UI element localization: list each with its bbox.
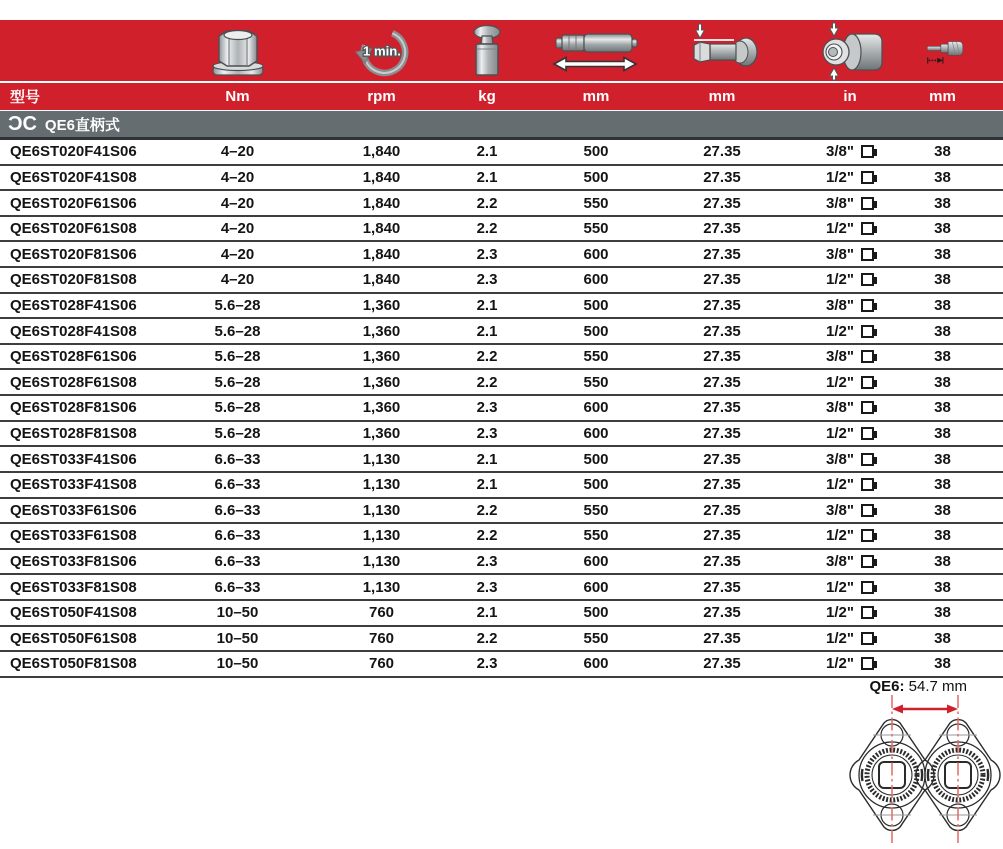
cell-height-mm: 27.35 (703, 348, 741, 366)
cell-length-mm: 600 (583, 553, 609, 571)
cell-drive-in (778, 527, 922, 544)
column-header-drive: in (843, 88, 857, 105)
column-header-weight: kg (478, 88, 496, 105)
cell-length-mm: 500 (583, 322, 609, 340)
cell-height-mm: 27.35 (703, 399, 741, 417)
square-drive-icon (861, 427, 874, 440)
cell-model: QE6ST050F81S08 (10, 655, 137, 673)
cell-model: QE6ST033F41S06 (10, 450, 137, 468)
cell-speed-rpm: 760 (368, 604, 395, 622)
square-drive-icon (861, 632, 874, 645)
cell-model: QE6ST050F61S08 (10, 629, 137, 647)
cell-height-mm: 27.35 (703, 578, 741, 596)
cell-weight-kg: 2.1 (476, 143, 498, 161)
cell-length-mm: 500 (583, 168, 609, 186)
drive-size-text: 1/2" (826, 629, 854, 647)
cell-spindle-mm: 38 (934, 553, 951, 571)
cell-spindle-mm: 38 (934, 271, 951, 289)
cell-torque-nm: 10–50 (216, 604, 259, 622)
cell-torque-nm: 6.6–33 (214, 501, 261, 519)
cell-model: QE6ST033F61S08 (10, 527, 137, 545)
cell-weight-kg: 2.1 (476, 476, 498, 494)
dimension-footnote-label: QE6: (869, 678, 905, 695)
cell-drive-in (778, 655, 922, 672)
spec-header-band (0, 20, 1003, 110)
cell-weight-kg: 2.2 (476, 527, 498, 545)
table-row (0, 575, 1003, 601)
square-drive-icon (861, 376, 874, 389)
cell-spindle-mm: 38 (934, 143, 951, 161)
cell-weight-kg: 2.2 (476, 629, 498, 647)
cell-length-mm: 500 (583, 143, 609, 161)
cell-speed-rpm: 1,360 (362, 348, 401, 366)
cell-spindle-mm: 38 (934, 450, 951, 468)
cell-model: QE6ST028F41S08 (10, 322, 137, 340)
cell-speed-rpm: 1,360 (362, 373, 401, 391)
cell-torque-nm: 5.6–28 (214, 348, 261, 366)
cell-length-mm: 550 (583, 194, 609, 212)
cell-model: QE6ST028F81S08 (10, 425, 137, 442)
cell-height-mm: 27.35 (703, 476, 741, 494)
table-row (0, 473, 1003, 499)
cell-weight-kg: 2.3 (476, 399, 498, 417)
cell-weight-kg: 2.3 (476, 245, 498, 263)
square-drive-icon (861, 222, 874, 235)
cell-weight-kg: 2.3 (476, 425, 498, 442)
cell-height-mm: 27.35 (703, 604, 741, 622)
cell-spindle-mm: 38 (934, 168, 951, 186)
cell-speed-rpm: 1,840 (362, 143, 401, 161)
cell-drive-in (778, 399, 922, 416)
torque-nut-icon (160, 20, 315, 81)
cell-speed-rpm: 1,840 (362, 220, 401, 238)
drive-size-text: 1/2" (826, 220, 854, 238)
cell-speed-rpm: 1,130 (362, 476, 401, 494)
square-drive-icon (861, 478, 874, 491)
table-row (0, 524, 1003, 550)
cell-speed-rpm: 1,840 (362, 271, 401, 289)
cell-spindle-mm: 38 (934, 194, 951, 212)
cell-speed-rpm: 760 (368, 629, 395, 647)
cell-spindle-mm: 38 (934, 373, 951, 391)
drive-size-text: 3/8" (826, 143, 854, 161)
column-header-height: mm (708, 88, 736, 105)
cell-height-mm: 27.35 (703, 143, 741, 161)
table-row (0, 166, 1003, 192)
drive-size-text: 1/2" (826, 425, 854, 442)
flange-spacing-drawing (835, 689, 1003, 849)
cell-height-mm: 27.35 (703, 168, 741, 186)
cell-drive-in (778, 502, 922, 519)
cell-model: QE6ST033F61S06 (10, 501, 137, 519)
table-row (0, 191, 1003, 217)
drive-size-text: 3/8" (826, 296, 854, 314)
table-row (0, 447, 1003, 473)
cell-height-mm: 27.35 (703, 245, 741, 263)
cell-length-mm: 550 (583, 629, 609, 647)
cell-speed-rpm: 1,130 (362, 527, 401, 545)
cell-spindle-mm: 38 (934, 425, 951, 442)
column-header-model: 型号 (10, 89, 41, 106)
table-row (0, 242, 1003, 268)
cell-torque-nm: 4–20 (220, 194, 255, 212)
drive-size-text: 3/8" (826, 553, 854, 571)
brand-logo-left-glyph: C (10, 112, 23, 135)
cell-torque-nm: 10–50 (216, 629, 259, 647)
cell-speed-rpm: 1,130 (362, 578, 401, 596)
cell-speed-rpm: 760 (368, 655, 395, 673)
square-drive-icon (861, 453, 874, 466)
cell-weight-kg: 2.3 (476, 553, 498, 571)
column-header-row (0, 83, 1003, 110)
drive-size-text: 1/2" (826, 527, 854, 545)
table-row (0, 319, 1003, 345)
square-drive-size-icon (778, 20, 922, 81)
cell-length-mm: 600 (583, 425, 609, 442)
cell-drive-in (778, 348, 922, 365)
square-drive-icon (861, 197, 874, 210)
drive-size-text: 1/2" (826, 578, 854, 596)
cell-spindle-mm: 38 (934, 604, 951, 622)
column-header-spindle: mm (929, 88, 956, 105)
cell-weight-kg: 2.1 (476, 322, 498, 340)
square-drive-icon (861, 171, 874, 184)
square-drive-icon (861, 529, 874, 542)
table-row (0, 268, 1003, 294)
cell-length-mm: 600 (583, 578, 609, 596)
cell-height-mm: 27.35 (703, 629, 741, 647)
square-drive-icon (861, 299, 874, 312)
cell-speed-rpm: 1,360 (362, 296, 401, 314)
cell-height-mm: 27.35 (703, 271, 741, 289)
cell-weight-kg: 2.3 (476, 655, 498, 673)
weight-icon (448, 20, 526, 81)
cell-model: QE6ST028F61S06 (10, 348, 137, 366)
table-row (0, 422, 1003, 448)
drive-size-text: 1/2" (826, 476, 854, 494)
cell-weight-kg: 2.1 (476, 604, 498, 622)
table-row (0, 370, 1003, 396)
cell-spindle-mm: 38 (934, 399, 951, 417)
cell-weight-kg: 2.2 (476, 501, 498, 519)
cell-height-mm: 27.35 (703, 655, 741, 673)
rpm-icon-label: 1 min. (362, 43, 401, 59)
cell-length-mm: 500 (583, 604, 609, 622)
tool-length-icon (526, 20, 666, 81)
column-header-speed: rpm (367, 88, 396, 105)
cell-drive-in (778, 579, 922, 596)
drive-size-text: 3/8" (826, 194, 854, 212)
cell-torque-nm: 4–20 (220, 271, 255, 289)
table-row (0, 627, 1003, 653)
cell-weight-kg: 2.1 (476, 450, 498, 468)
drive-size-text: 1/2" (826, 322, 854, 340)
cell-speed-rpm: 1,130 (362, 553, 401, 571)
table-row (0, 601, 1003, 627)
cell-drive-in (778, 374, 922, 391)
cell-speed-rpm: 1,840 (362, 245, 401, 263)
cell-torque-nm: 4–20 (220, 168, 255, 186)
cell-weight-kg: 2.1 (476, 168, 498, 186)
cell-speed-rpm: 1,130 (362, 450, 401, 468)
cell-model: QE6ST020F81S06 (10, 245, 137, 263)
cell-length-mm: 550 (583, 527, 609, 545)
cell-spindle-mm: 38 (934, 655, 951, 673)
cell-torque-nm: 4–20 (220, 245, 255, 263)
cell-model: QE6ST050F41S08 (10, 604, 137, 622)
cell-model: QE6ST020F41S06 (10, 143, 137, 161)
cell-weight-kg: 2.2 (476, 348, 498, 366)
cell-model: QE6ST020F41S08 (10, 168, 137, 186)
cell-height-mm: 27.35 (703, 553, 741, 571)
cell-spindle-mm: 38 (934, 476, 951, 494)
table-row (0, 294, 1003, 320)
cell-torque-nm: 6.6–33 (214, 450, 261, 468)
cell-weight-kg: 2.3 (476, 271, 498, 289)
square-drive-icon (861, 606, 874, 619)
cell-drive-in (778, 476, 922, 493)
cell-height-mm: 27.35 (703, 194, 741, 212)
cell-length-mm: 500 (583, 296, 609, 314)
table-row (0, 345, 1003, 371)
cell-torque-nm: 6.6–33 (214, 578, 261, 596)
drive-size-text: 3/8" (826, 399, 854, 417)
spec-table (0, 140, 1003, 678)
table-row (0, 550, 1003, 576)
cell-height-mm: 27.35 (703, 220, 741, 238)
cell-spindle-mm: 38 (934, 578, 951, 596)
cell-model: QE6ST028F81S06 (10, 399, 137, 417)
cell-length-mm: 600 (583, 245, 609, 263)
square-drive-icon (861, 504, 874, 517)
cell-torque-nm: 6.6–33 (214, 527, 261, 545)
cell-drive-in (778, 604, 922, 621)
drive-size-text: 3/8" (826, 450, 854, 468)
cell-height-mm: 27.35 (703, 450, 741, 468)
dimension-footnote-value: 54.7 mm (908, 678, 967, 695)
rpm-1min-icon (315, 20, 448, 81)
cell-spindle-mm: 38 (934, 501, 951, 519)
dimension-arrow (892, 705, 958, 714)
cell-weight-kg: 2.1 (476, 296, 498, 314)
cell-length-mm: 500 (583, 450, 609, 468)
cell-weight-kg: 2.2 (476, 194, 498, 212)
cell-model: QE6ST020F61S08 (10, 220, 137, 238)
cell-weight-kg: 2.2 (476, 220, 498, 238)
cell-torque-nm: 5.6–28 (214, 322, 261, 340)
cell-drive-in (778, 323, 922, 340)
square-drive-icon (861, 555, 874, 568)
section-title: QE6直柄式 (44, 116, 120, 134)
drive-size-text: 1/2" (826, 655, 854, 673)
table-row (0, 499, 1003, 525)
cell-spindle-mm: 38 (934, 296, 951, 314)
cell-height-mm: 27.35 (703, 425, 741, 442)
cell-drive-in (778, 297, 922, 314)
cell-speed-rpm: 1,360 (362, 322, 401, 340)
cell-torque-nm: 5.6–28 (214, 296, 261, 314)
square-drive-icon (861, 581, 874, 594)
table-row (0, 652, 1003, 678)
cell-drive-in (778, 271, 922, 288)
cell-length-mm: 600 (583, 399, 609, 417)
cell-drive-in (778, 451, 922, 468)
spindle-length-icon (922, 20, 1003, 81)
cell-length-mm: 550 (583, 501, 609, 519)
cell-torque-nm: 4–20 (220, 220, 255, 238)
cell-drive-in (778, 143, 922, 160)
cell-speed-rpm: 1,130 (362, 501, 401, 519)
drive-size-text: 1/2" (826, 373, 854, 391)
table-row (0, 140, 1003, 166)
cell-drive-in (778, 425, 922, 442)
cell-length-mm: 550 (583, 348, 609, 366)
spec-icon-row (0, 20, 1003, 81)
drive-size-text: 3/8" (826, 501, 854, 519)
cell-model: QE6ST033F41S08 (10, 476, 137, 494)
drive-size-text: 3/8" (826, 348, 854, 366)
drive-size-text: 3/8" (826, 245, 854, 263)
cell-model: QE6ST028F41S06 (10, 296, 137, 314)
table-row (0, 217, 1003, 243)
square-drive-icon (861, 657, 874, 670)
cell-drive-in (778, 195, 922, 212)
cell-torque-nm: 5.6–28 (214, 373, 261, 391)
cell-spindle-mm: 38 (934, 527, 951, 545)
brand-logo-right-glyph: C (22, 112, 35, 135)
square-drive-icon (861, 401, 874, 414)
cell-weight-kg: 2.3 (476, 578, 498, 596)
spec-icon-cell-empty (0, 20, 160, 81)
cell-drive-in (778, 630, 922, 647)
cell-model: QE6ST020F81S08 (10, 271, 137, 289)
cell-model: QE6ST033F81S08 (10, 578, 137, 596)
section-header (0, 111, 1003, 140)
cell-height-mm: 27.35 (703, 322, 741, 340)
cell-spindle-mm: 38 (934, 348, 951, 366)
square-drive-icon (861, 350, 874, 363)
cell-drive-in (778, 246, 922, 263)
drive-size-text: 1/2" (826, 168, 854, 186)
cell-weight-kg: 2.2 (476, 373, 498, 391)
cell-model: QE6ST028F61S08 (10, 373, 137, 391)
cell-drive-in (778, 169, 922, 186)
cell-speed-rpm: 1,840 (362, 168, 401, 186)
cell-length-mm: 500 (583, 476, 609, 494)
square-drive-icon (861, 248, 874, 261)
brand-logo-icon (10, 113, 35, 136)
cell-height-mm: 27.35 (703, 501, 741, 519)
cell-model: QE6ST033F81S06 (10, 553, 137, 571)
square-drive-height-icon (666, 20, 778, 81)
cell-length-mm: 550 (583, 220, 609, 238)
cell-torque-nm: 5.6–28 (214, 425, 261, 442)
cell-torque-nm: 10–50 (216, 655, 259, 673)
cell-drive-in (778, 220, 922, 237)
cell-model: QE6ST020F61S06 (10, 194, 137, 212)
cell-drive-in (778, 553, 922, 570)
cell-speed-rpm: 1,840 (362, 194, 401, 212)
cell-torque-nm: 6.6–33 (214, 553, 261, 571)
cell-height-mm: 27.35 (703, 527, 741, 545)
square-drive-icon (861, 273, 874, 286)
cell-length-mm: 550 (583, 373, 609, 391)
drive-size-text: 1/2" (826, 271, 854, 289)
column-header-length: mm (582, 88, 610, 105)
cell-spindle-mm: 38 (934, 245, 951, 263)
drive-size-text: 1/2" (826, 604, 854, 622)
cell-speed-rpm: 1,360 (362, 425, 401, 442)
cell-height-mm: 27.35 (703, 373, 741, 391)
square-drive-icon (861, 325, 874, 338)
column-header-torque: Nm (225, 88, 250, 105)
cell-torque-nm: 6.6–33 (214, 476, 261, 494)
cell-spindle-mm: 38 (934, 322, 951, 340)
square-drive-icon (861, 145, 874, 158)
table-row (0, 396, 1003, 422)
cell-length-mm: 600 (583, 271, 609, 289)
cell-torque-nm: 5.6–28 (214, 399, 261, 417)
cell-speed-rpm: 1,360 (362, 399, 401, 417)
cell-spindle-mm: 38 (934, 220, 951, 238)
cell-torque-nm: 4–20 (220, 143, 255, 161)
cell-spindle-mm: 38 (934, 629, 951, 647)
cell-length-mm: 600 (583, 655, 609, 673)
cell-height-mm: 27.35 (703, 296, 741, 314)
